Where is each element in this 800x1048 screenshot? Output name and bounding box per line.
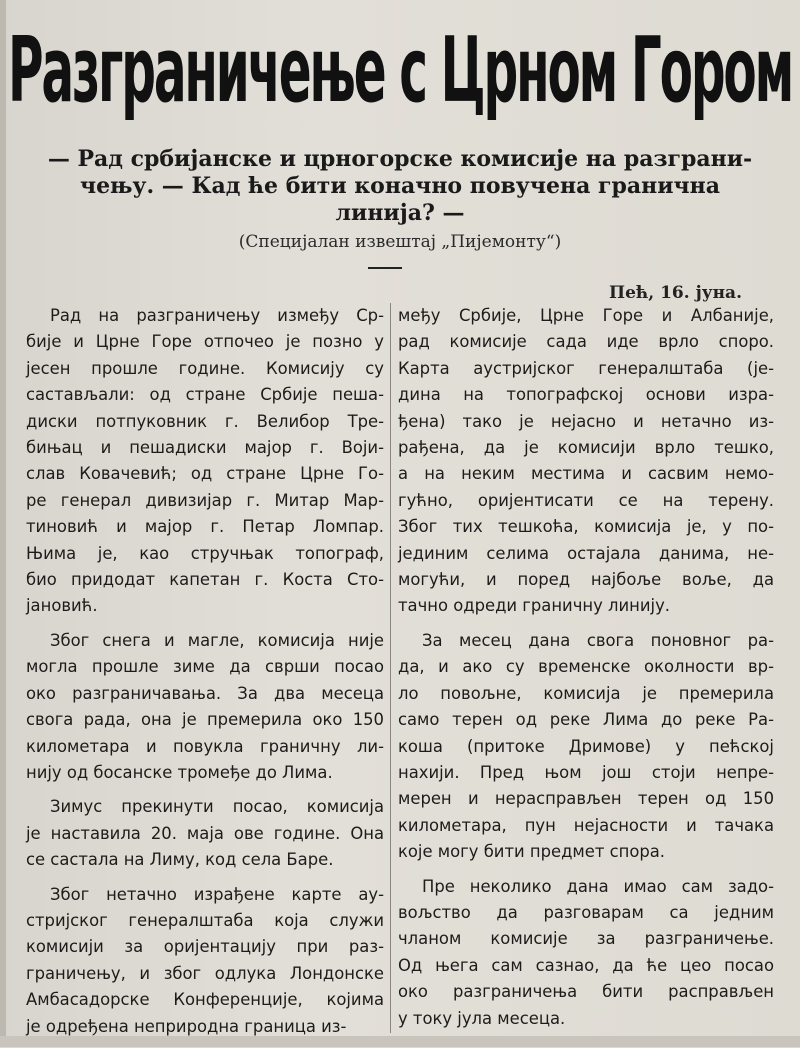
text-line: рад комисије сада иде врло споро.: [398, 332, 774, 352]
text-line: Од њега сам сазнао, да ће цео посао: [398, 955, 774, 975]
text-line: слав Ковачевић; од стране Црне Го-: [26, 464, 384, 484]
article-paragraph: [398, 874, 774, 1032]
separator-rule: [368, 267, 402, 269]
article-paragraph: [398, 303, 774, 620]
text-line: стријског генералштаба која служи: [26, 910, 384, 930]
text-line: километара, пун нејасности и тачака: [398, 815, 774, 835]
text-line: Због снега и магле, комисија није: [50, 630, 384, 650]
text-line: граничењу, и због одлука Лондонске: [26, 963, 384, 983]
text-line: ре генерал дивизијар г. Митар Мар-: [26, 490, 384, 510]
text-line: само терен од реке Лима до реке Ра-: [398, 710, 774, 730]
text-line: састављали: од стране Србије пеша-: [26, 385, 384, 405]
text-line: нију од босанске тромеђе до Лима.: [26, 762, 333, 782]
text-line: око разграничења бити расправљен: [398, 982, 774, 1002]
text-line: коша (притоке Дримове) у пећској: [398, 736, 774, 756]
text-line: око разграничавања. За два месеца: [26, 683, 384, 703]
article-paragraph: [26, 628, 384, 786]
subheadline: [0, 146, 800, 227]
subhead-line: чењу. — Кад ће бити коначно повучена гранична: [79, 173, 721, 199]
text-line: које могу бити предмет спора.: [398, 842, 666, 862]
text-line: чланом комисије за разграничење.: [398, 929, 774, 949]
text-line: јесен прошле године. Комисију су: [26, 358, 384, 378]
text-line: бије и Црне Горе отпочео је позно у: [26, 332, 384, 352]
text-line: тачно одреди граничну линију.: [398, 596, 670, 616]
dateline: Пећ, 16. јуна.: [609, 283, 742, 303]
text-line: у току јула месеца.: [398, 1008, 566, 1028]
text-line: свога рада, она је премерила око 150: [26, 710, 384, 730]
text-line: Амбасадорске Конференције, којима: [26, 990, 384, 1010]
article-paragraph: [26, 303, 384, 620]
text-line: Карта аустријског генералштаба (је-: [398, 358, 774, 378]
text-line: међу Србије, Црне Горе и Албаније,: [398, 306, 774, 325]
byline: (Специјалан извештај „Пијемонту“): [238, 232, 562, 252]
text-line: да, и ако су временске околности вр-: [398, 657, 774, 677]
text-line: се састала на Лиму, код села Баре.: [26, 850, 334, 870]
text-line: је наставила 20. маја ове године. Она: [26, 823, 384, 843]
text-line: Њима је, као стручњак топограф,: [26, 543, 384, 563]
text-line: дина на топографској основи изра-: [398, 385, 774, 405]
text-line: а на неким местима и сасвим немо-: [398, 464, 774, 484]
text-line: диски потпуковник г. Велибор Тре-: [26, 411, 384, 431]
text-line: ло повољне, комисија је премерила: [398, 683, 774, 703]
text-line: могла прошле зиме да сврши посао: [26, 657, 384, 677]
text-line: Рад на разграничењу између Ср-: [50, 306, 384, 325]
article-paragraph: [398, 628, 774, 866]
text-line: За месец дана свога поновног ра-: [422, 630, 774, 650]
text-line: ђена) тако је нејасно и нетачно из-: [398, 411, 774, 431]
text-line: Због тих тешкоћа, комисија је, у по-: [398, 517, 774, 537]
text-line: рађена, да је комисији врло тешко,: [398, 438, 774, 458]
text-line: вољство да разговарам са једним: [398, 902, 774, 922]
text-line: Због нетачно израђене карте ау-: [50, 884, 384, 904]
text-line: могући, и поред најбоље воље, да: [398, 570, 774, 590]
text-line: јановић.: [26, 596, 98, 616]
page-bottom-edge: [0, 1036, 800, 1047]
article-paragraph: [26, 794, 384, 873]
text-line: Зимус прекинути посао, комисија: [50, 797, 384, 817]
text-line: Пре неколико дана имао сам задо-: [422, 876, 774, 896]
subhead-line: линија? —: [335, 200, 465, 226]
column-divider: [390, 303, 391, 1033]
text-line: нахији. Пред њом још стоји непре-: [398, 762, 774, 782]
text-line: јединим селима остајала данима, не-: [398, 543, 774, 563]
left-column: [26, 303, 384, 1048]
article-paragraph: [26, 882, 384, 1040]
headline: Разграничење с Црном Гором: [8, 18, 793, 123]
subhead-line: — Рад србијанске и црногорске комисије на разграни-: [47, 146, 753, 172]
text-line: километара и повукла граничну ли-: [26, 736, 384, 756]
text-line: мерен и нерасправљен терен од 150: [398, 789, 774, 809]
text-line: гућно, оријентисати се на терену.: [398, 490, 774, 510]
text-line: комисији за оријентацију при раз-: [26, 937, 384, 957]
text-line: тиновић и мајор г. Петар Ломпар.: [26, 517, 384, 537]
text-line: је одређена неприродна граница из-: [26, 1016, 347, 1036]
text-line: био придодат капетан г. Коста Сто-: [26, 570, 384, 590]
right-column: [398, 303, 774, 1040]
text-line: бињац и пешадиски мајор г. Воји-: [26, 438, 384, 458]
